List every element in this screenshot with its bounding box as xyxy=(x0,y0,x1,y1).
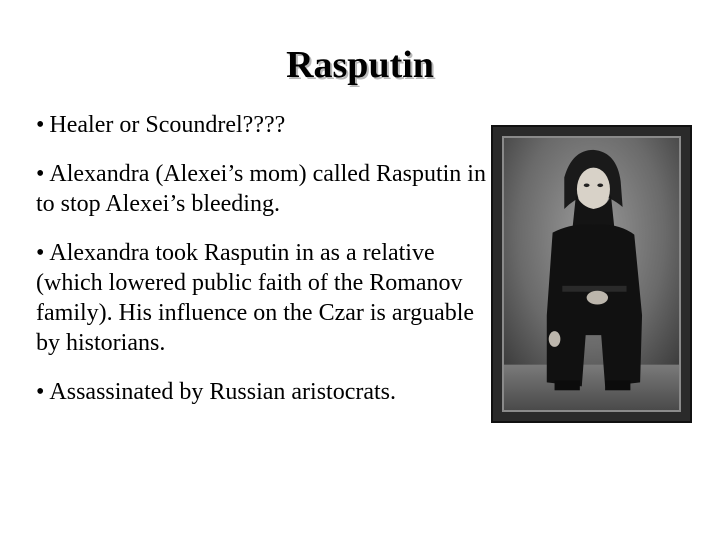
photo-frame xyxy=(491,125,692,423)
bullet-marker: • xyxy=(36,112,45,138)
bullet-text: Healer or Scoundrel???? xyxy=(49,112,286,138)
bullet-text: Alexandra took Rasputin in as a relative (which lowered public faith of the Romanov family). His influence on the Czar is arguable by historians. xyxy=(36,240,475,356)
bullet-item xyxy=(36,159,486,219)
slide-title: Rasputin xyxy=(286,44,434,86)
bullet-marker: • xyxy=(36,161,45,187)
bullet-item xyxy=(36,110,486,140)
portrait-illustration xyxy=(504,138,679,410)
bullet-list xyxy=(36,110,486,426)
bullet-text: Alexandra (Alexei’s mom) called Rasputin in to stop Alexei’s bleeding. xyxy=(36,161,486,217)
bullet-marker: • xyxy=(36,240,45,266)
bullet-item xyxy=(36,238,486,358)
bullet-text: Assassinated by Russian aristocrats. xyxy=(49,379,397,405)
bullet-marker: • xyxy=(36,379,45,405)
rasputin-photo xyxy=(502,136,681,412)
bullet-item xyxy=(36,377,486,407)
